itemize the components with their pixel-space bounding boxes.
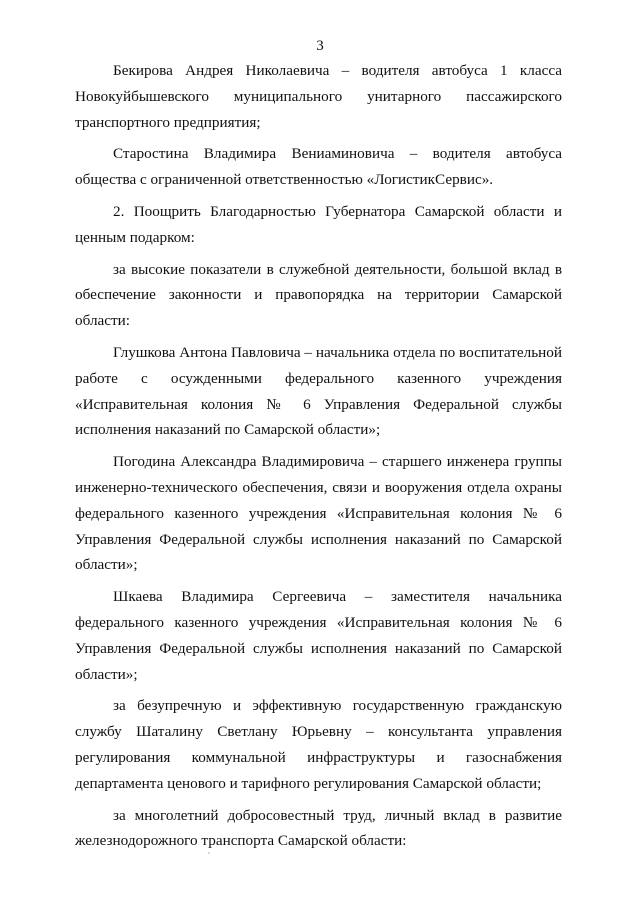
paragraph-shatalina: за безупречную и эффективную государственную гражданскую службу Шаталину Светлану Юрьевну – консультанта управления регулирования коммунальной инфраструктуры и газоснабжения департамента ценового и тарифного регулирования Самарской области; [75,697,562,792]
document-body [75,58,562,860]
paragraph-pogodin: Погодина Александра Владимировича – старшего инженера группы инженерно-технического обеспечения, связи и вооружения отдела охраны федерального казенного учреждения «Исправительная колония № 6 Управления Федеральной службы исполнения наказаний по Самарской области»; [75,453,562,574]
scan-speck [208,852,210,854]
paragraph-shkaev: Шкаева Владимира Сергеевича – заместителя начальника федерального казенного учреждения «Исправительная колония № 6 Управления Федеральной службы исполнения наказаний по Самарской области»; [75,588,562,683]
paragraph-bekirov: Бекирова Андрея Николаевича – водителя автобуса 1 класса Новокуйбышевского муниципального унитарного пассажирского транспортного предприятия; [75,62,562,131]
paragraph-starostin: Старостина Владимира Вениаминовича – водителя автобуса общества с ограниченной ответственностью «ЛогистикСервис». [75,145,562,189]
paragraph-reason-railway: за многолетний добросовестный труд, личный вклад в развитие железнодорожного транспорта Самарской области: [75,806,562,850]
paragraph-reason-service: за высокие показатели в служебной деятельности, большой вклад в обеспечение законности и правопорядка на территории Самарской области: [75,260,562,330]
paragraph-section-2: 2. Поощрить Благодарностью Губернатора Самарской области и ценным подарком: [75,202,562,246]
paragraph-glushkov: Глушкова Антона Павловича – начальника отдела по воспитательной работе с осужденными федерального казенного учреждения «Исправительная колония № 6 Управления Федеральной службы исполнения наказаний по Самарской области»; [75,343,562,439]
page-number: 3 [316,38,324,54]
